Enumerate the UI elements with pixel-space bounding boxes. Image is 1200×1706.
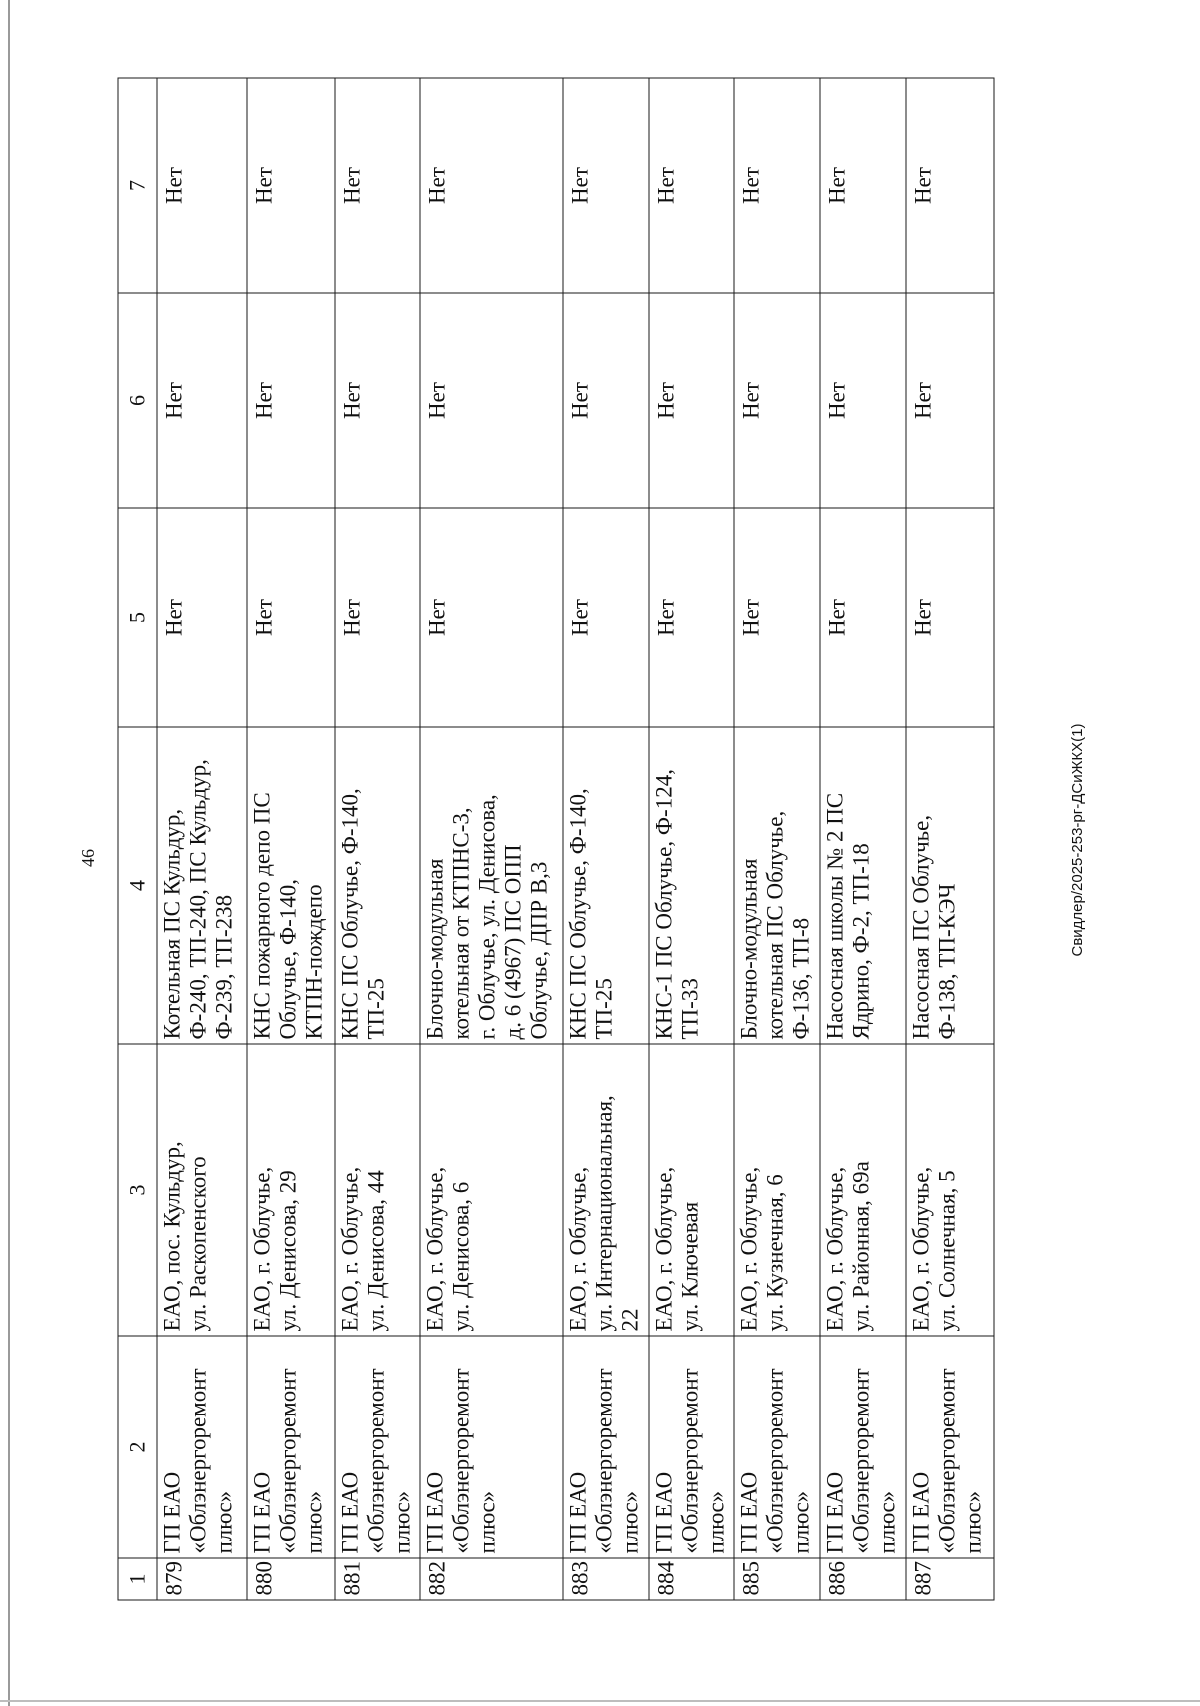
owner-cell-line: плюс» <box>389 1490 415 1553</box>
table-row <box>906 78 994 1600</box>
column6-cell: Нет <box>420 293 563 508</box>
header-cell-1: 1 <box>118 1558 157 1600</box>
row-number-cell: 882 <box>420 1558 563 1600</box>
table-row <box>563 78 649 1600</box>
object-cell <box>734 727 820 1044</box>
object-cell <box>563 727 649 1044</box>
header-cell-4: 4 <box>118 727 157 1044</box>
column6-cell: Нет <box>335 293 420 508</box>
object-cell <box>247 727 335 1044</box>
table-row <box>420 78 563 1600</box>
column6-cell: Нет <box>247 293 335 508</box>
column5-cell: Нет <box>649 508 735 727</box>
address-cell <box>820 1044 906 1336</box>
object-cell-line: КТПН-пождепо <box>301 883 327 1039</box>
address-cell-line: ул. Денисова, 6 <box>448 1181 474 1331</box>
row-number-cell: 886 <box>820 1558 906 1600</box>
row-number-cell: 883 <box>563 1558 649 1600</box>
column5-cell: Нет <box>157 508 247 727</box>
column7-cell: Нет <box>335 78 420 293</box>
column6-cell: Нет <box>157 293 247 508</box>
column5-cell: Нет <box>247 508 335 727</box>
owner-cell-line: ГП ЕАО <box>651 1471 677 1553</box>
owner-cell-line: ГП ЕАО <box>249 1471 275 1553</box>
owner-cell <box>563 1336 649 1558</box>
owner-cell <box>157 1336 247 1558</box>
owner-cell-line: плюс» <box>211 1490 237 1553</box>
owner-cell-line: плюс» <box>301 1490 327 1553</box>
header-cell-6: 6 <box>118 293 157 508</box>
owner-cell <box>420 1336 563 1558</box>
column6-cell: Нет <box>563 293 649 508</box>
object-cell-line: КНС ПС Облучье, Ф-140, <box>565 787 591 1039</box>
column5-cell: Нет <box>420 508 563 727</box>
column7-cell: Нет <box>820 78 906 293</box>
column6-cell: Нет <box>820 293 906 508</box>
header-cell-5: 5 <box>118 508 157 727</box>
owner-cell <box>734 1336 820 1558</box>
address-cell-line: ЕАО, г. Облучье, <box>651 1166 677 1331</box>
owner-cell-line: ГП ЕАО <box>822 1471 848 1553</box>
object-cell <box>157 727 247 1044</box>
column5-cell: Нет <box>820 508 906 727</box>
column6-cell: Нет <box>649 293 735 508</box>
column7-cell: Нет <box>734 78 820 293</box>
row-number-cell: 885 <box>734 1558 820 1600</box>
object-cell-line: Ф-138, ТП-КЭЧ <box>934 883 960 1039</box>
table-row <box>335 78 420 1600</box>
address-cell-line: ЕАО, г. Облучье, <box>249 1166 275 1331</box>
column7-cell: Нет <box>420 78 563 293</box>
column7-cell: Нет <box>157 78 247 293</box>
column7-cell: Нет <box>247 78 335 293</box>
owner-cell-line: «Облэнергоремонт <box>677 1367 703 1553</box>
object-cell-line: Ядрино, Ф-2, ТП-18 <box>848 842 874 1039</box>
rotated-table-container <box>118 78 995 1600</box>
owner-cell-line: плюс» <box>474 1490 500 1553</box>
owner-cell-line: плюс» <box>788 1490 814 1553</box>
owner-cell <box>906 1336 994 1558</box>
owner-cell-line: «Облэнергоремонт <box>363 1367 389 1553</box>
scan-edge-bottom <box>0 1700 1200 1702</box>
object-cell-line: КНС пожарного депо ПС <box>249 791 275 1039</box>
header-cell-3: 3 <box>118 1044 157 1336</box>
address-cell-line: ул. Интернациональная, <box>591 1094 617 1331</box>
column5-cell: Нет <box>906 508 994 727</box>
owner-cell-line: плюс» <box>960 1490 986 1553</box>
address-cell-line: ЕАО, пос. Кульдур, <box>159 1140 185 1331</box>
address-cell <box>649 1044 735 1336</box>
owner-cell-line: ГП ЕАО <box>337 1471 363 1553</box>
address-cell-line: ул. Кузнечная, 6 <box>762 1173 788 1331</box>
address-cell-line: ул. Ключевая <box>677 1201 703 1331</box>
column6-cell: Нет <box>906 293 994 508</box>
object-cell-line: г. Облучье, ул. Денисова, <box>474 793 500 1039</box>
object-cell <box>649 727 735 1044</box>
address-cell-line: ул. Денисова, 44 <box>363 1169 389 1331</box>
object-cell-line: Насосная школы № 2 ПС <box>822 792 848 1039</box>
address-cell <box>563 1044 649 1336</box>
table-row <box>734 78 820 1600</box>
address-cell <box>420 1044 563 1336</box>
owner-cell <box>335 1336 420 1558</box>
address-cell-line: ЕАО, г. Облучье, <box>736 1166 762 1331</box>
column7-cell: Нет <box>563 78 649 293</box>
address-cell-line: ЕАО, г. Облучье, <box>337 1166 363 1331</box>
object-cell-line: Ф-239, ТП-238 <box>211 894 237 1039</box>
owner-cell-line: «Облэнергоремонт <box>848 1367 874 1553</box>
owner-cell <box>820 1336 906 1558</box>
owner-cell-line: ГП ЕАО <box>159 1471 185 1553</box>
address-cell-line: ул. Солнечная, 5 <box>934 1169 960 1331</box>
owner-cell-line: ГП ЕАО <box>736 1471 762 1553</box>
page-number: 46 <box>78 849 98 867</box>
address-cell-line: ЕАО, г. Облучье, <box>565 1166 591 1331</box>
object-cell-line: д. 6 (4967) ПС ОПП <box>500 843 526 1039</box>
address-cell-line: ЕАО, г. Облучье, <box>822 1166 848 1331</box>
owner-cell-line: «Облэнергоремонт <box>591 1367 617 1553</box>
owner-cell-line: плюс» <box>703 1490 729 1553</box>
table-row <box>649 78 735 1600</box>
table-row <box>820 78 906 1600</box>
owner-cell <box>247 1336 335 1558</box>
owner-cell-line: плюс» <box>617 1490 643 1553</box>
column6-cell: Нет <box>734 293 820 508</box>
table-row <box>157 78 247 1600</box>
table-row <box>247 78 335 1600</box>
table-body <box>157 78 994 1600</box>
owner-cell-line: «Облэнергоремонт <box>762 1367 788 1553</box>
row-number-cell: 879 <box>157 1558 247 1600</box>
owner-cell-line: «Облэнергоремонт <box>185 1367 211 1553</box>
address-cell-line: ЕАО, г. Облучье, <box>908 1166 934 1331</box>
column5-cell: Нет <box>563 508 649 727</box>
object-cell <box>335 727 420 1044</box>
objects-table <box>118 77 995 1600</box>
row-number-cell: 881 <box>335 1558 420 1600</box>
header-cell-2: 2 <box>118 1336 157 1558</box>
address-cell <box>157 1044 247 1336</box>
address-cell-line: ул. Раскопенского <box>185 1155 211 1331</box>
row-number-cell: 884 <box>649 1558 735 1600</box>
address-cell <box>247 1044 335 1336</box>
object-cell-line: Облучье, ДПР В,3 <box>526 861 552 1039</box>
owner-cell-line: ГП ЕАО <box>422 1471 448 1553</box>
column7-cell: Нет <box>649 78 735 293</box>
owner-cell-line: ГП ЕАО <box>908 1471 934 1553</box>
address-cell <box>335 1044 420 1336</box>
column7-cell: Нет <box>906 78 994 293</box>
object-cell-line: Блочно-модульная <box>736 858 762 1039</box>
object-cell-line: ТП-25 <box>363 977 389 1039</box>
address-cell-line: 22 <box>617 1308 643 1331</box>
owner-cell-line: плюс» <box>874 1490 900 1553</box>
object-cell-line: КНС-1 ПС Облучье, Ф-124, <box>651 768 677 1039</box>
owner-cell-line: «Облэнергоремонт <box>448 1367 474 1553</box>
object-cell <box>906 727 994 1044</box>
object-cell <box>420 727 563 1044</box>
address-cell-line: ул. Районная, 69а <box>848 1160 874 1331</box>
object-cell-line: ТП-33 <box>677 977 703 1039</box>
scan-edge-left <box>8 0 10 1706</box>
owner-cell <box>649 1336 735 1558</box>
object-cell-line: Ф-136, ТП-8 <box>788 917 814 1039</box>
address-cell-line: ЕАО, г. Облучье, <box>422 1166 448 1331</box>
object-cell-line: Блочно-модульная <box>422 858 448 1039</box>
address-cell <box>906 1044 994 1336</box>
owner-cell-line: ГП ЕАО <box>565 1471 591 1553</box>
owner-cell-line: «Облэнергоремонт <box>275 1367 301 1553</box>
object-cell-line: котельная ПС Облучье, <box>762 810 788 1039</box>
object-cell-line: КНС ПС Облучье, Ф-140, <box>337 787 363 1039</box>
header-row <box>118 78 157 1600</box>
column5-cell: Нет <box>734 508 820 727</box>
document-stamp: Свидлер/2025-253-рг-ДСиЖКХ(1) <box>1069 723 1086 957</box>
object-cell-line: ТП-25 <box>591 977 617 1039</box>
object-cell-line: Насосная ПС Облучье, <box>908 814 934 1039</box>
object-cell-line: Ф-240, ТП-240, ПС Кульдур, <box>185 758 211 1039</box>
address-cell <box>734 1044 820 1336</box>
owner-cell-line: «Облэнергоремонт <box>934 1367 960 1553</box>
header-cell-7: 7 <box>118 78 157 293</box>
object-cell-line: Облучье, Ф-140, <box>275 878 301 1039</box>
object-cell-line: Котельная ПС Кульдур, <box>159 808 185 1039</box>
object-cell-line: котельная от КТПНС-3, <box>448 806 474 1039</box>
row-number-cell: 887 <box>906 1558 994 1600</box>
column5-cell: Нет <box>335 508 420 727</box>
row-number-cell: 880 <box>247 1558 335 1600</box>
object-cell <box>820 727 906 1044</box>
address-cell-line: ул. Денисова, 29 <box>275 1169 301 1331</box>
